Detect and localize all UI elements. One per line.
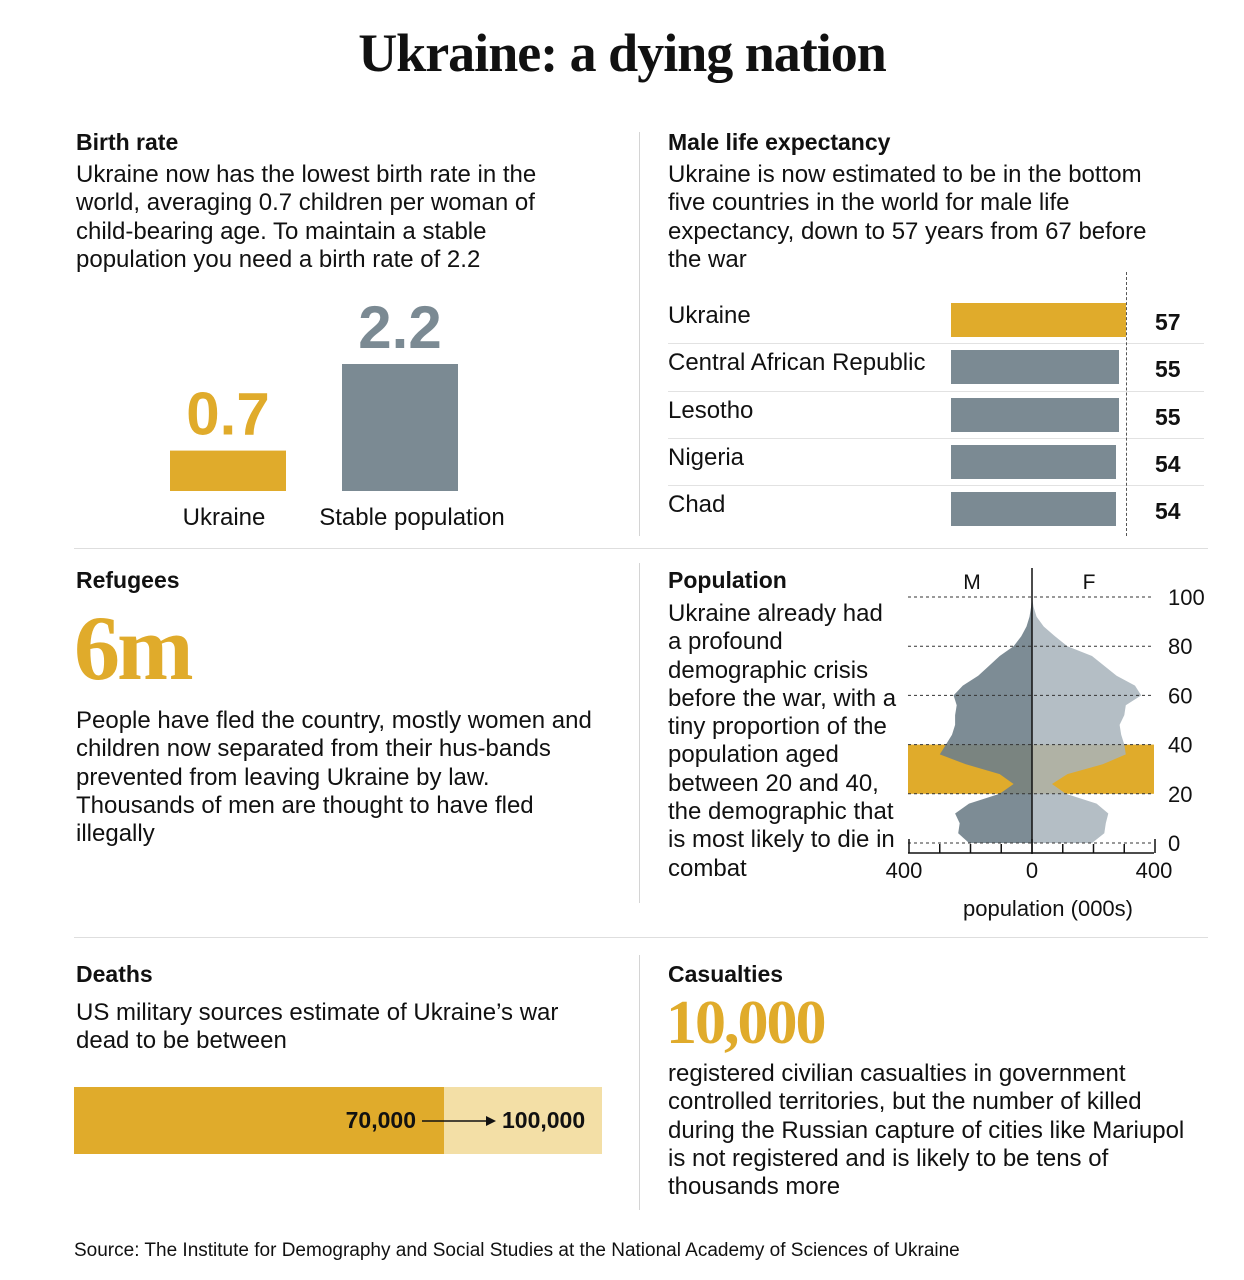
life-expectancy-country-2: Lesotho [668, 396, 754, 424]
pyramid-legend-female: F [1082, 571, 1096, 594]
life-expectancy-value-0: 57 [1155, 309, 1181, 335]
life-expectancy-bar-3 [951, 445, 1116, 479]
life-expectancy-row-separator [668, 438, 1204, 439]
pyramid-age-label-40: 40 [1168, 732, 1193, 758]
life-expectancy-country-1: Central African Republic [668, 349, 926, 377]
pyramid-age-label-0: 0 [1168, 831, 1181, 856]
life-expectancy-value-3: 54 [1155, 450, 1181, 477]
life-expectancy-country-3: Nigeria [668, 443, 745, 471]
birth-rate-category-label-1: Stable population [319, 504, 505, 531]
life-expectancy-country-0: Ukraine [668, 302, 751, 329]
divider-vertical-top [639, 132, 640, 536]
deaths-arrow [422, 1113, 498, 1129]
page-title: Ukraine: a dying nation [358, 23, 886, 83]
population-pyramid-chart [878, 562, 1218, 932]
divider-horizontal-2 [74, 937, 1208, 938]
divider-vertical-bottom [639, 955, 640, 1210]
birth-rate-bar-1 [342, 364, 458, 491]
birth-rate-heading: Birth rate [76, 129, 179, 155]
life-expectancy-bar-1 [951, 350, 1119, 384]
pyramid-x-tick-label-0: 400 [885, 858, 923, 883]
deaths-high-label: 100,000 [502, 1107, 586, 1133]
population-text: Ukraine already had a profound demographic crisis before the war, with a tiny proportion of the population aged between 20 and 40, the demographic that is most likely to die in combat [668, 600, 897, 882]
casualties-heading: Casualties [668, 961, 784, 987]
birth-rate-category-label-0: Ukraine [182, 504, 266, 531]
pyramid-female-area [1032, 597, 1141, 843]
pyramid-age-label-60: 60 [1168, 683, 1193, 709]
source-note: Source: The Institute for Demography and Social Studies at the National Academy of Sciences of Ukraine [74, 1240, 960, 1261]
refugees-heading: Refugees [76, 567, 180, 593]
deaths-heading: Deaths [76, 961, 153, 987]
divider-horizontal-1 [74, 548, 1208, 549]
deaths-range-bar [74, 1087, 602, 1154]
pyramid-legend-male: M [963, 571, 981, 594]
pyramid-age-label-20: 20 [1168, 781, 1193, 807]
population-heading: Population [668, 567, 787, 593]
pyramid-x-tick-label-2: 400 [1135, 858, 1173, 883]
deaths-text: US military sources estimate of Ukraine’s war dead to be between [76, 999, 559, 1055]
birth-rate-value-label-0: 0.7 [186, 380, 270, 448]
deaths-low-label: 70,000 [345, 1107, 416, 1133]
life-expectancy-bar-4 [951, 492, 1116, 526]
refugees-big-number: 6m [74, 597, 191, 699]
life-expectancy-heading: Male life expectancy [668, 129, 891, 155]
birth-rate-text: Ukraine now has the lowest birth rate in the world, averaging 0.7 children per woman of child-bearing age. To maintain a stable population you need a birth rate of 2.2 [76, 161, 537, 273]
life-expectancy-bar-2 [951, 398, 1119, 432]
life-expectancy-row-separator [668, 485, 1204, 486]
pyramid-age-label-100: 100 [1168, 585, 1205, 610]
life-expectancy-value-1: 55 [1155, 356, 1181, 383]
life-expectancy-chart [668, 296, 1208, 536]
pyramid-age-label-80: 80 [1168, 634, 1193, 660]
life-expectancy-value-4: 54 [1155, 498, 1181, 525]
birth-rate-bar-0 [170, 451, 286, 491]
life-expectancy-row-separator [668, 391, 1204, 392]
life-expectancy-value-2: 55 [1155, 403, 1181, 430]
pyramid-x-tick-label-1: 0 [1025, 858, 1039, 883]
casualties-text: registered civilian casualties in government controlled territories, but the number of killed during the Russian capture of cities like Mariupol is not registered and is likely to be tens of thousands more [668, 1060, 1185, 1201]
birth-rate-chart [150, 290, 550, 540]
life-expectancy-reference-line [1126, 272, 1127, 536]
life-expectancy-bar-0 [951, 303, 1126, 337]
divider-vertical-middle [639, 563, 640, 903]
casualties-big-number: 10,000 [666, 989, 825, 1057]
birth-rate-value-label-1: 2.2 [358, 294, 442, 361]
pyramid-male-area [940, 597, 1032, 843]
pyramid-x-axis-title: population (000s) [962, 896, 1134, 921]
life-expectancy-text: Ukraine is now estimated to be in the bottom five countries in the world for male life expectancy, down to 57 years from 67 before the war [668, 161, 1147, 273]
life-expectancy-country-4: Chad [668, 491, 726, 519]
refugees-text: People have fled the country, mostly women and children now separated from their hus-bands prevented from leaving Ukraine by law. Thousands of men are thought to have fled illegally [76, 707, 592, 848]
life-expectancy-row-separator [668, 343, 1204, 344]
